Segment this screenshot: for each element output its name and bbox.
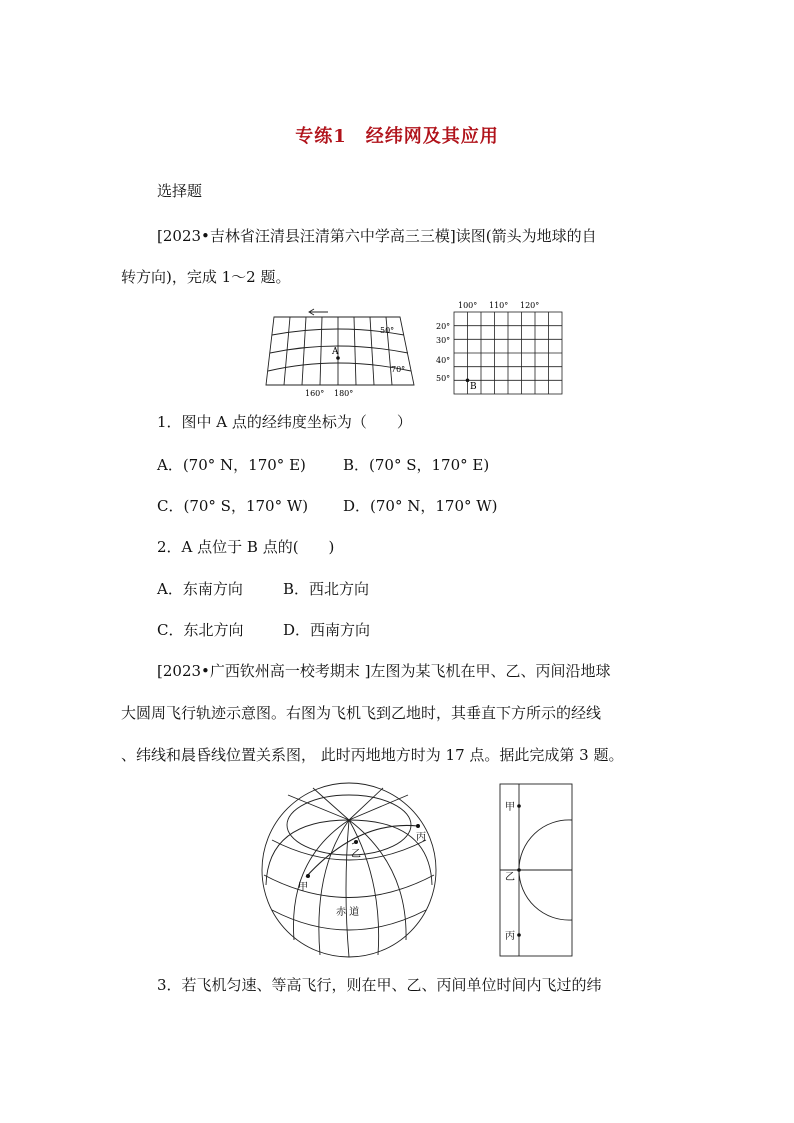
section-heading: 选择题 xyxy=(157,182,203,200)
meridian-line xyxy=(302,317,306,385)
meridian-line xyxy=(319,820,349,955)
question-2-option-d[interactable]: D．西南方向 xyxy=(283,621,371,639)
question-3-stem: 3．若飞机匀速、等高飞行，则在甲、乙、丙间单位时间内飞过的纬 xyxy=(157,976,602,994)
intro1-line2: 转方向)，完成 1～2 题。 xyxy=(121,268,291,286)
point-yi-dot xyxy=(354,840,358,844)
parallel-line xyxy=(264,875,434,898)
parallel-line xyxy=(270,346,408,353)
question-1-option-b[interactable]: B．(70° S，170° E) xyxy=(343,456,490,474)
parallel-line xyxy=(272,840,426,860)
meridian-line xyxy=(293,820,349,940)
lon-label: 110° xyxy=(489,301,509,310)
meridian-line xyxy=(354,317,356,385)
point-jia-label: 甲 xyxy=(298,882,308,893)
point-jia-dot xyxy=(517,804,521,808)
question-2-option-b[interactable]: B．西北方向 xyxy=(283,580,370,598)
lon-label: 160° xyxy=(305,389,325,398)
question-1-option-c[interactable]: C．(70° S，170° W) xyxy=(157,497,309,515)
meridian-line xyxy=(349,820,432,885)
meridian-line xyxy=(349,788,383,820)
lon-label: 120° xyxy=(520,301,540,310)
point-a-label: A xyxy=(332,347,339,357)
page-title: 专练1 经纬网及其应用 xyxy=(295,126,499,147)
intro2-line3: 、纬线和晨昏线位置关系图， 此时丙地地方时为 17 点。据此完成第 3 题。 xyxy=(121,746,624,764)
intro2-line1: [2023•广西钦州高一校考期末 ]左图为某飞机在甲、乙、丙间沿地球 xyxy=(157,662,611,680)
point-jia-dot xyxy=(306,874,310,878)
lon-label: 100° xyxy=(458,301,478,310)
point-bing-label: 丙 xyxy=(416,832,426,843)
meridian-line xyxy=(346,820,349,957)
meridian-line xyxy=(284,317,290,385)
question-1-option-a[interactable]: A．(70° N，170° E) xyxy=(157,456,306,474)
question-1-stem: 1．图中 A 点的经纬度坐标为（ ） xyxy=(157,413,412,431)
question-2-option-a[interactable]: A．东南方向 xyxy=(157,580,243,598)
point-yi-label: 乙 xyxy=(505,872,515,883)
intro1-line1: [2023•吉林省汪清县汪清第六中学高三三模]读图(箭头为地球的自 xyxy=(157,227,597,245)
lon-label: 180° xyxy=(334,389,354,398)
point-bing-dot xyxy=(517,933,521,937)
parallel-line xyxy=(268,363,411,371)
point-bing-label: 丙 xyxy=(505,931,515,942)
meridian-line xyxy=(313,788,349,820)
meridian-line xyxy=(349,820,379,955)
lat-label: 50° xyxy=(436,374,451,383)
meridian-line xyxy=(320,317,322,385)
figure1-left-graticule xyxy=(262,305,417,400)
point-jia-label: 甲 xyxy=(505,802,515,813)
meridian-line xyxy=(370,317,374,385)
point-yi-label: 乙 xyxy=(351,849,361,860)
lat-label: 40° xyxy=(436,356,451,365)
question-1-option-d[interactable]: D．(70° N，170° W) xyxy=(343,497,498,515)
point-bing-dot xyxy=(416,824,420,828)
intro2-line2: 大圆周飞行轨迹示意图。右图为飞机飞到乙地时，其垂直下方所示的经线 xyxy=(121,704,602,722)
point-b-label: B xyxy=(470,382,477,392)
figure2-right-diagram xyxy=(495,780,575,960)
lat-label: 30° xyxy=(436,336,451,345)
question-2-option-c[interactable]: C．东北方向 xyxy=(157,621,244,639)
question-2-stem: 2．A 点位于 B 点的( ) xyxy=(157,538,335,556)
lat-label: 20° xyxy=(436,322,451,331)
point-b-dot xyxy=(466,379,470,383)
equator-label: 赤 道 xyxy=(336,907,360,918)
figure1-right-grid xyxy=(432,298,567,398)
lat-label: 70° xyxy=(391,365,406,374)
globe-outline xyxy=(262,783,436,957)
point-yi-dot xyxy=(517,868,521,872)
figure2-left-globe xyxy=(258,780,443,960)
lat-label: 50° xyxy=(380,326,395,335)
